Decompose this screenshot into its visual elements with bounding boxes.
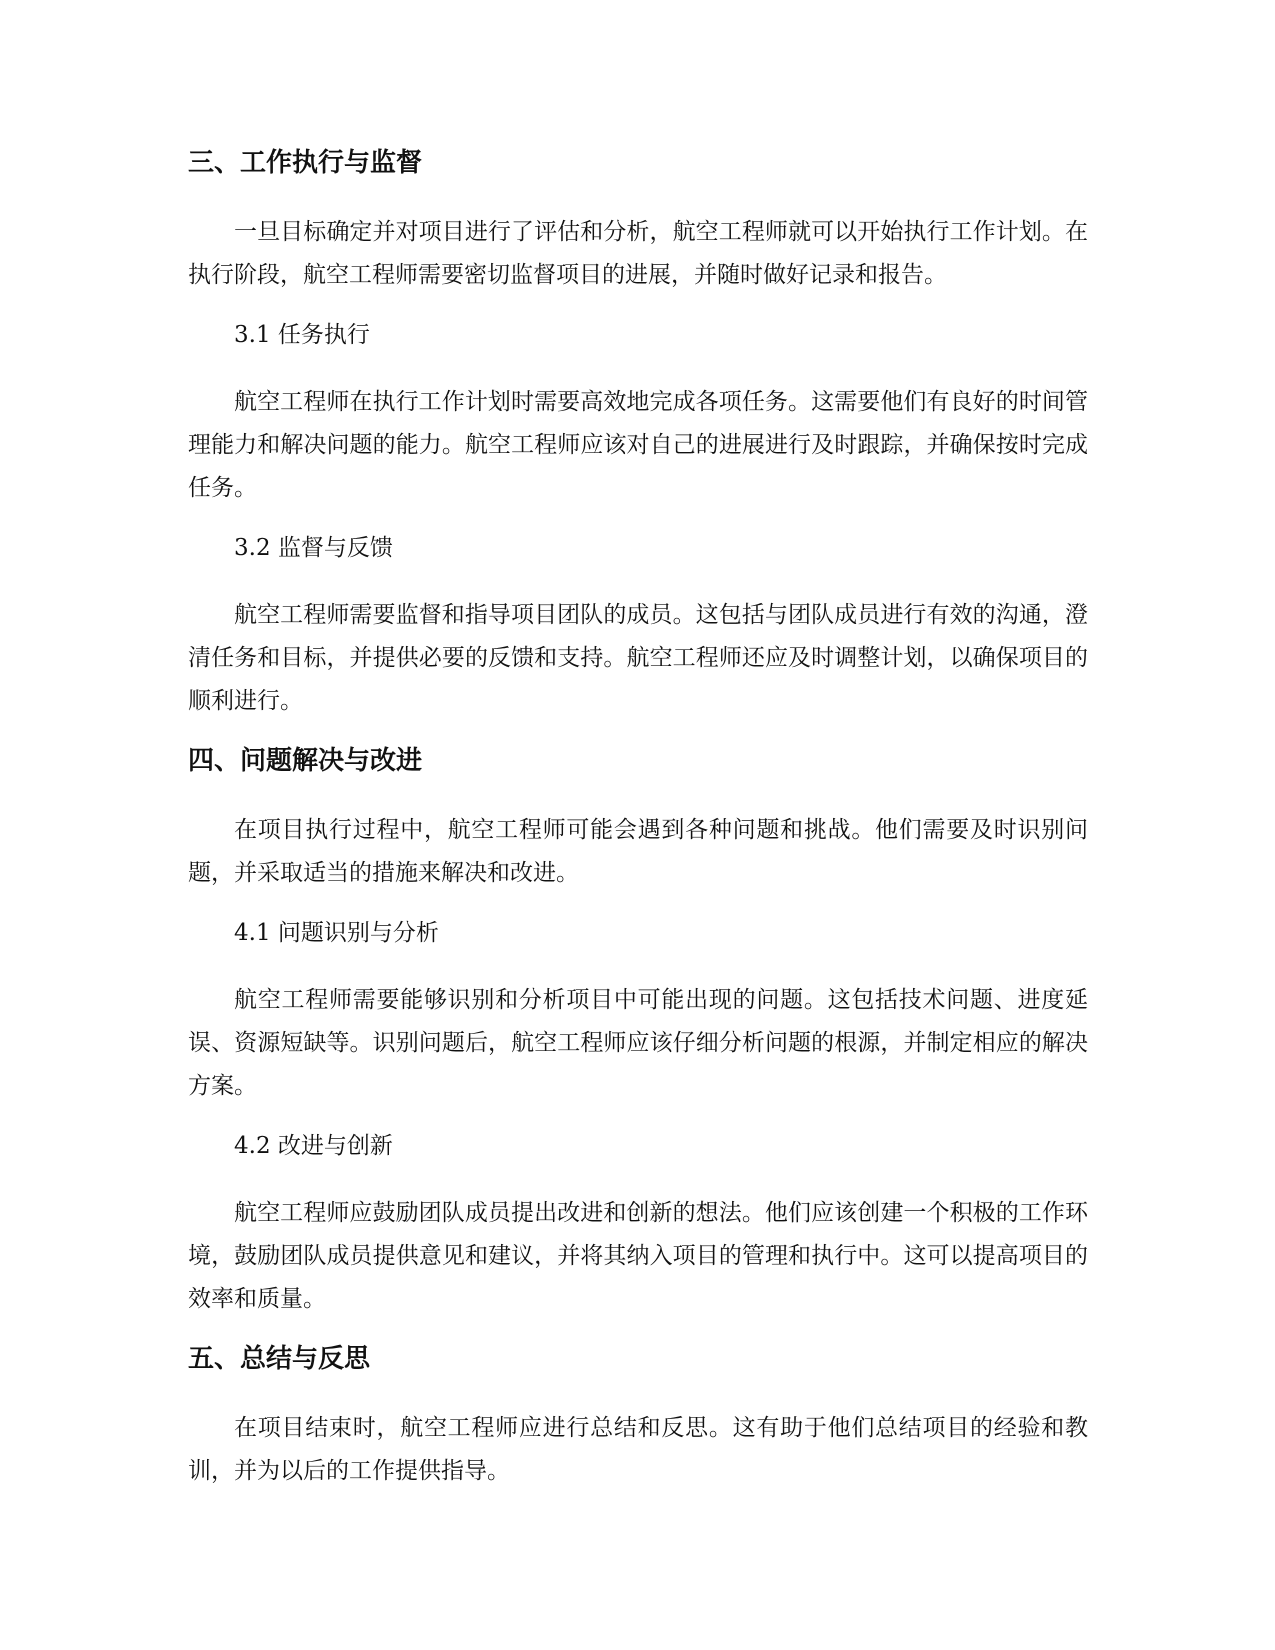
- section-heading: 三、工作执行与监督: [188, 148, 423, 178]
- subsection-paragraph: 航空工程师应鼓励团队成员提出改进和创新的想法。他们应该创建一个积极的工作环境，鼓励团队成员提供意见和建议，并将其纳入项目的管理和执行中。这可以提高项目的效率和质量。: [188, 1200, 1088, 1312]
- section-heading: 五、总结与反思: [188, 1344, 371, 1374]
- subsection-title: 3.1 任务执行: [234, 322, 370, 348]
- subsection-paragraph: 航空工程师需要能够识别和分析项目中可能出现的问题。这包括技术问题、进度延误、资源短缺等。识别问题后，航空工程师应该仔细分析问题的根源，并制定相应的解决方案。: [188, 987, 1088, 1099]
- document-body: [188, 145, 1088, 1513]
- subsection-paragraph: 航空工程师在执行工作计划时需要高效地完成各项任务。这需要他们有良好的时间管理能力和解决问题的能力。航空工程师应该对自己的进展进行及时跟踪，并确保按时完成任务。: [188, 389, 1088, 501]
- subsection-title: 4.1 问题识别与分析: [234, 920, 439, 946]
- section-intro-paragraph: 在项目结束时，航空工程师应进行总结和反思。这有助于他们总结项目的经验和教训，并为以后的工作提供指导。: [188, 1415, 1088, 1484]
- section-intro-paragraph: 一旦目标确定并对项目进行了评估和分析，航空工程师就可以开始执行工作计划。在执行阶段，航空工程师需要密切监督项目的进展，并随时做好记录和报告。: [188, 219, 1088, 288]
- subsection-paragraph: 航空工程师需要监督和指导项目团队的成员。这包括与团队成员进行有效的沟通，澄清任务和目标，并提供必要的反馈和支持。航空工程师还应及时调整计划，以确保项目的顺利进行。: [188, 602, 1088, 714]
- subsection-title: 4.2 改进与创新: [234, 1133, 393, 1159]
- section-intro-paragraph: 在项目执行过程中，航空工程师可能会遇到各种问题和挑战。他们需要及时识别问题，并采取适当的措施来解决和改进。: [188, 817, 1088, 886]
- section-heading: 四、问题解决与改进: [188, 746, 423, 776]
- subsection-title: 3.2 监督与反馈: [234, 535, 393, 561]
